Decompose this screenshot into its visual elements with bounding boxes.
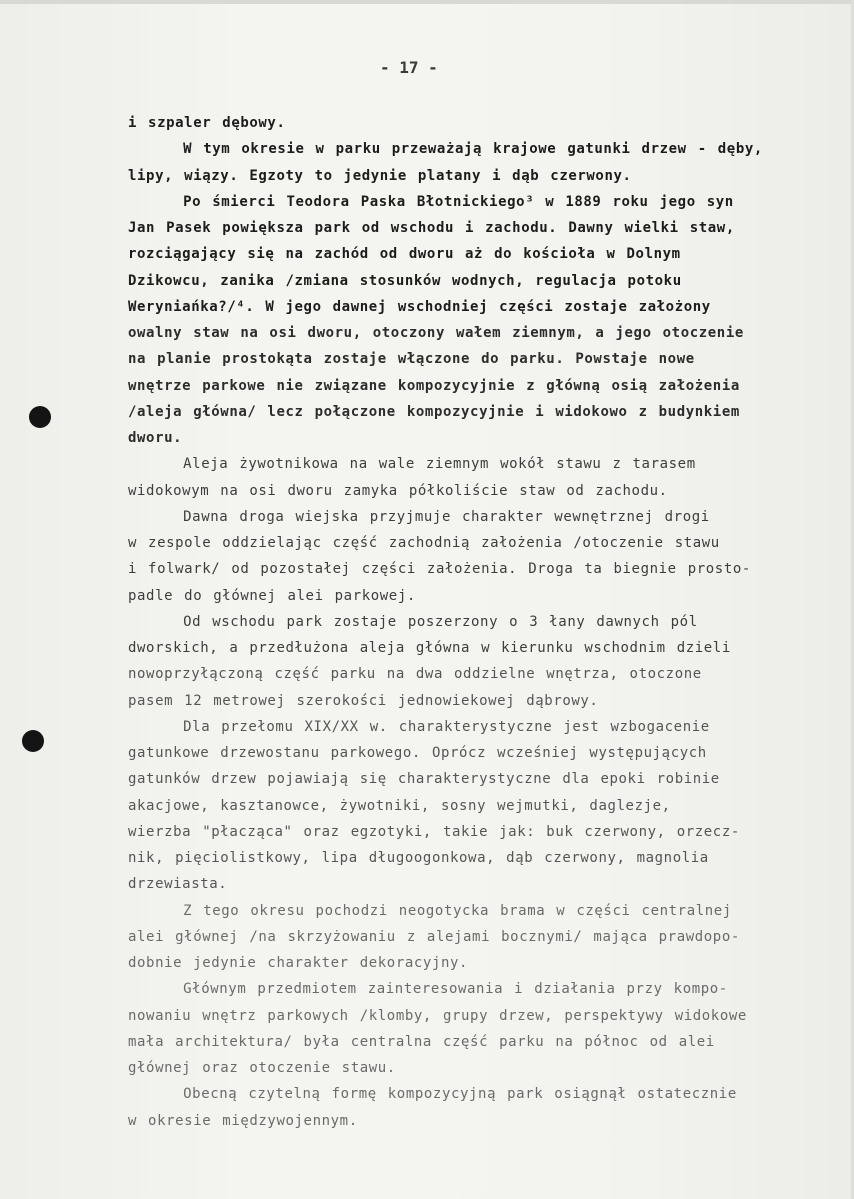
text-line: Po śmierci Teodora Paska Błotnickiego³ w 1889 roku jego syn: [128, 193, 734, 210]
punch-hole: [29, 406, 51, 428]
text-line: nik, pięciolistkowy, lipa długoogonkowa, dąb czerwony, magnolia: [128, 850, 709, 866]
text-line: Jan Pasek powiększa park od wschodu i zachodu. Dawny wielki staw,: [128, 220, 735, 236]
text-line: w zespole oddzielając część zachodnią założenia /otoczenie stawu: [128, 535, 720, 551]
text-line: dobnie jedynie charakter dekoracyjny.: [128, 955, 469, 971]
text-line: dworu.: [128, 430, 183, 446]
text-line: Dzikowcu, zanika /zmiana stosunków wodnych, regulacja potoku: [128, 272, 682, 289]
text-line: Dla przełomu XIX/XX w. charakterystyczne jest wzbogacenie: [128, 718, 710, 735]
text-line: głównej oraz otoczenie stawu.: [128, 1060, 396, 1076]
text-line: Weryniańka?/⁴. W jego dawnej wschodniej części zostaje założony: [128, 298, 711, 315]
text-line: Od wschodu park zostaje poszerzony o 3 łany dawnych pól: [128, 613, 698, 630]
text-line: nowaniu wnętrz parkowych /klomby, grupy drzew, perspektywy widokowe: [128, 1007, 747, 1024]
text-line: gatunków drzew pojawiają się charakterystyczne dla epoki robinie: [128, 771, 720, 788]
text-line: W tym okresie w parku przeważają krajowe gatunki drzew - dęby,: [128, 141, 763, 158]
text-line: wierzba "płacząca" oraz egzotyki, takie jak: buk czerwony, orzecz-: [128, 823, 740, 840]
text-line: i szpaler dębowy.: [128, 115, 286, 131]
text-line: i folwark/ od pozostałej części założenia. Droga ta biegnie prosto-: [128, 561, 751, 578]
text-line: alei głównej /na skrzyżowaniu z alejami bocznymi/ mająca prawdopo-: [128, 928, 740, 945]
text-line: dworskich, a przedłużona aleja główna w kierunku wschodnim dzieli: [128, 640, 731, 656]
typewritten-text: [128, 110, 834, 1134]
page-number: - 17 -: [380, 58, 438, 77]
text-line: mała architektura/ była centralna część parku na północ od alei: [128, 1033, 715, 1050]
text-line: pasem 12 metrowej szerokości jednowiekowej dąbrowy.: [128, 692, 599, 709]
text-line: padle do głównej alei parkowej.: [128, 587, 416, 604]
text-line: owalny staw na osi dworu, otoczony wałem ziemnym, a jego otoczenie: [128, 325, 744, 341]
punch-hole: [22, 730, 44, 752]
text-line: widokowym na osi dworu zamyka półkoliście staw od zachodu.: [128, 482, 668, 499]
text-line: Dawna droga wiejska przyjmuje charakter wewnętrznej drogi: [128, 508, 710, 525]
text-line: Obecną czytelną formę kompozycyjną park osiągnął ostatecznie: [128, 1086, 737, 1103]
text-line: akacjowe, kasztanowce, żywotniki, sosny wejmutki, daglezje,: [128, 797, 671, 814]
text-line: Z tego okresu pochodzi neogotycka brama w części centralnej: [128, 902, 732, 919]
text-line: na planie prostokąta zostaje włączone do parku. Powstaje nowe: [128, 351, 695, 368]
text-line: /aleja główna/ lecz połączone kompozycyjnie i widokowo z budynkiem: [128, 403, 740, 420]
text-line: Głównym przedmiotem zainteresowania i działania przy kompo-: [128, 981, 728, 998]
text-line: wnętrze parkowe nie związane kompozycyjnie z główną osią założenia: [128, 377, 740, 394]
scan-top-edge: [0, 0, 854, 4]
text-line: gatunkowe drzewostanu parkowego. Oprócz wcześniej występujących: [128, 745, 707, 761]
text-line: rozciągający się na zachód od dworu aż do kościoła w Dolnym: [128, 246, 681, 263]
text-line: w okresie międzywojennym.: [128, 1112, 358, 1129]
text-line: nowoprzyłączoną część parku na dwa oddzielne wnętrza, otoczone: [128, 666, 702, 683]
text-line: drzewiasta.: [128, 876, 228, 893]
text-line: lipy, wiązy. Egzoty to jedynie platany i dąb czerwony.: [128, 167, 632, 184]
text-line: Aleja żywotnikowa na wale ziemnym wokół stawu z tarasem: [128, 456, 696, 473]
